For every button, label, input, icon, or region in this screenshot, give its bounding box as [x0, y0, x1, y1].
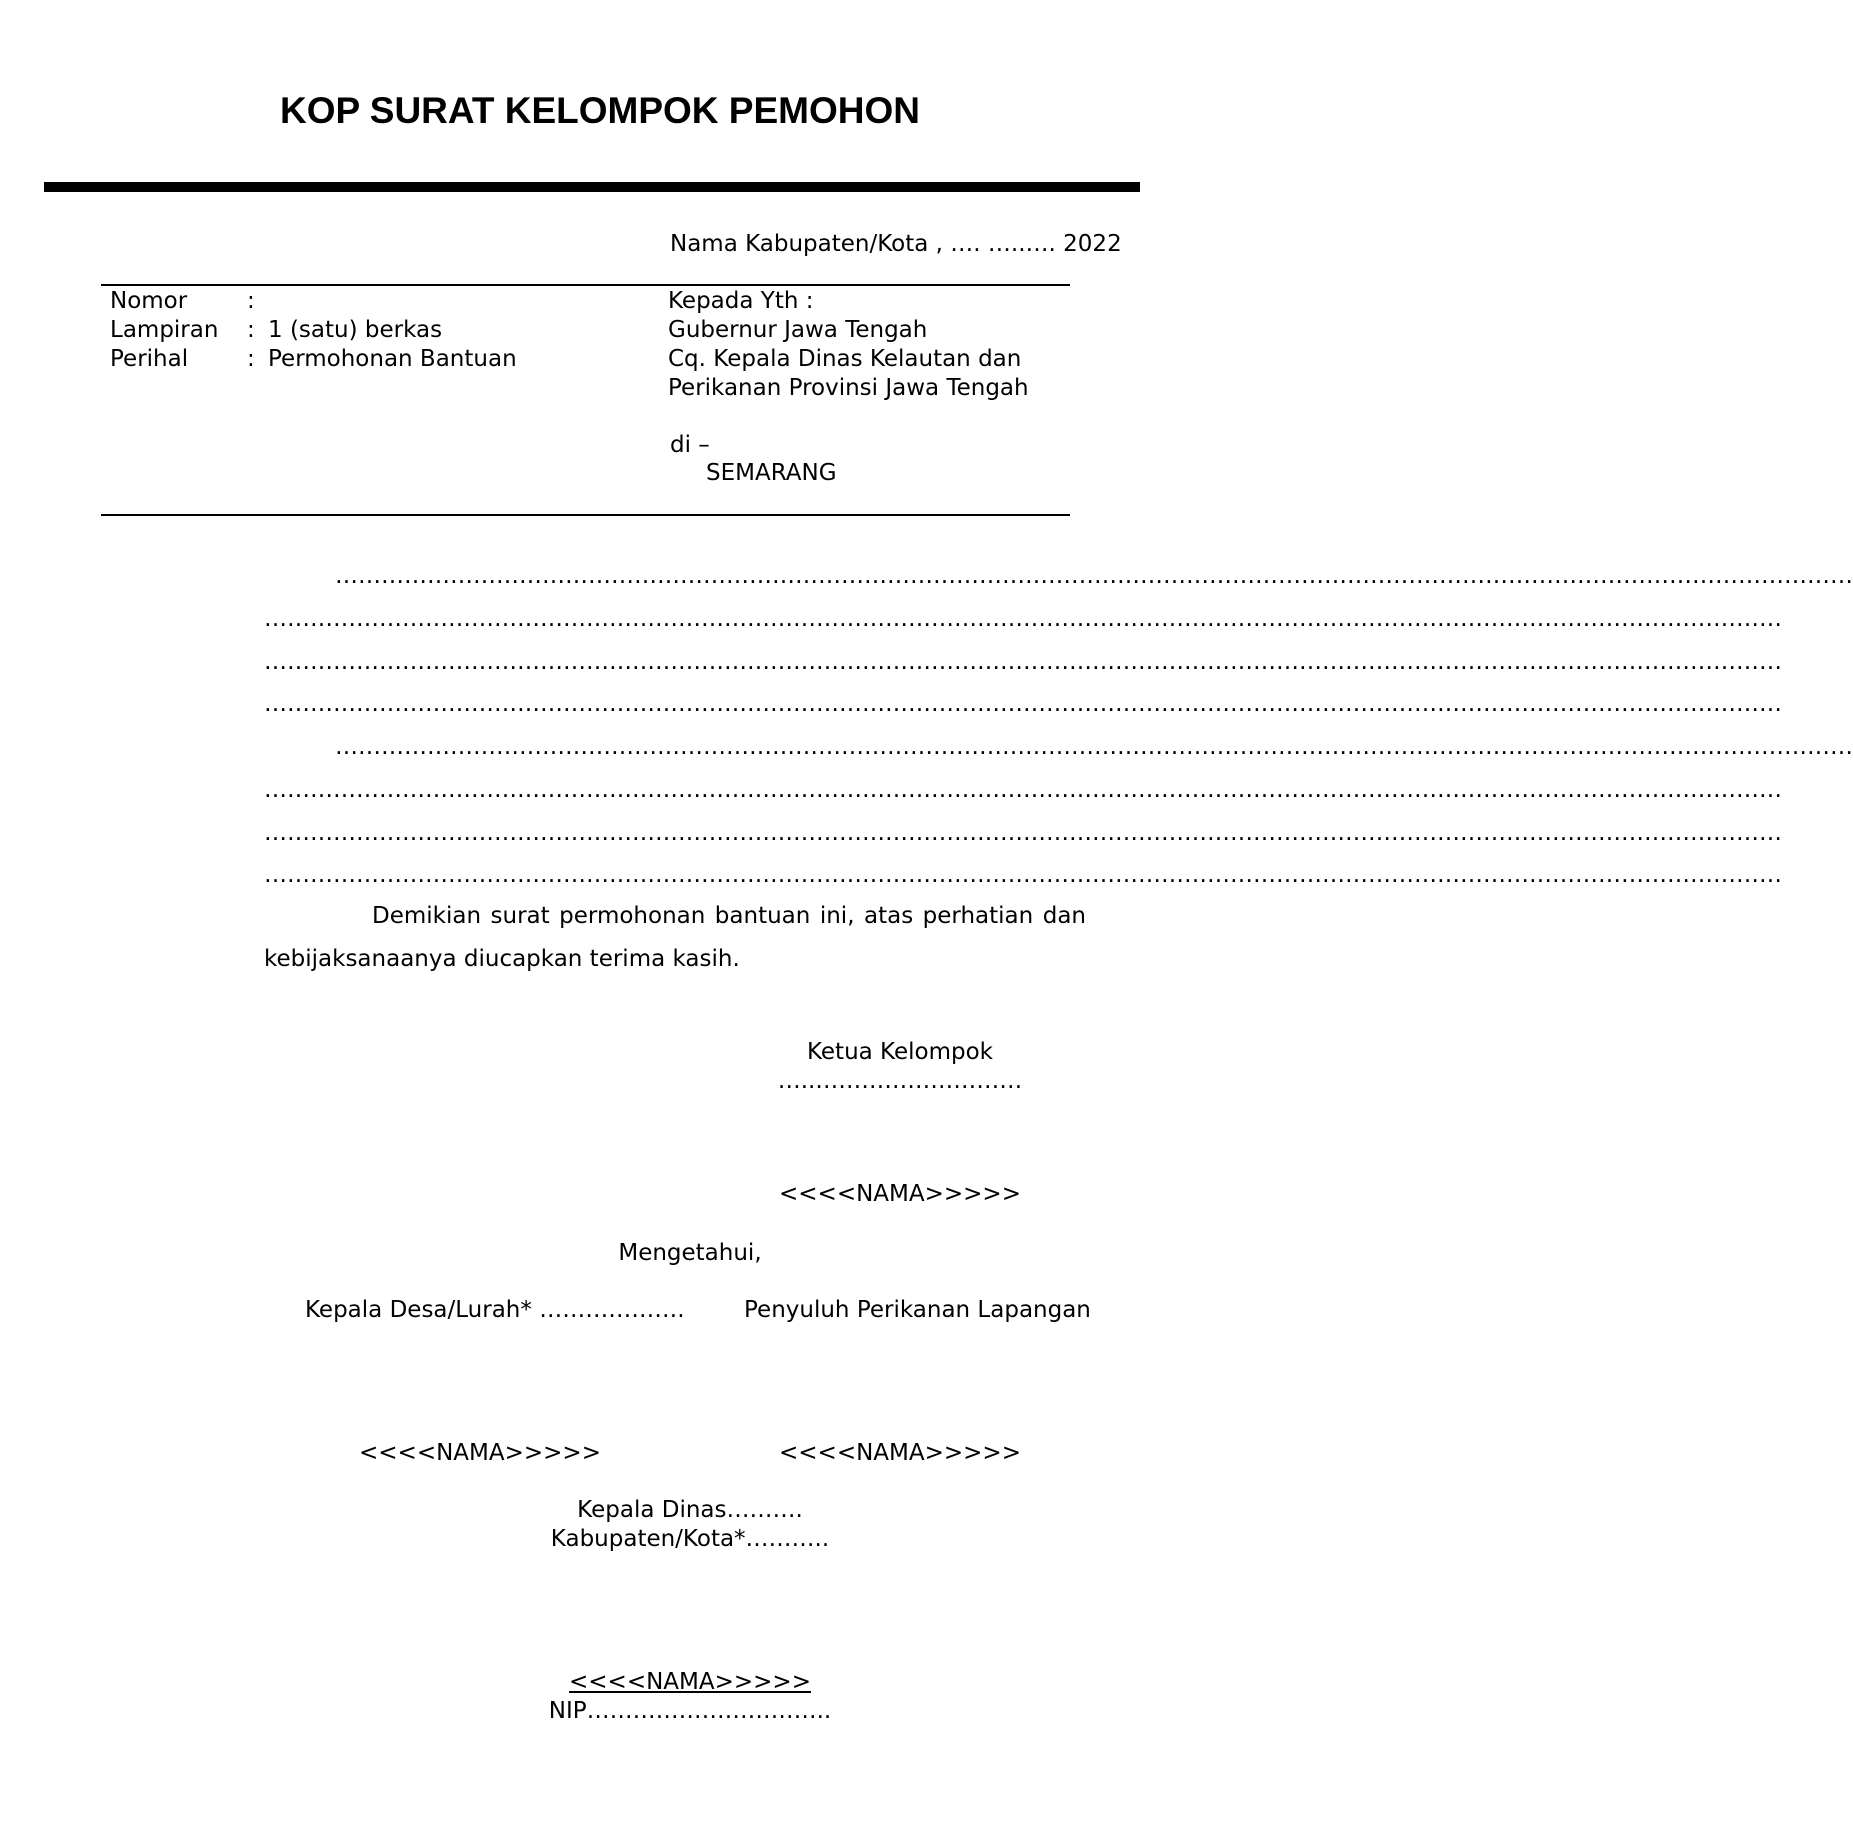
letterhead-divider [44, 182, 1140, 192]
ketua-title: Ketua Kelompok [806, 1039, 994, 1065]
recipient-greeting: Kepada Yth : [668, 288, 814, 314]
recipient-di: di – [670, 432, 710, 458]
ketua-name: <<<<NAMA>>>>> [779, 1181, 1021, 1207]
recipient-name: Gubernur Jawa Tengah [668, 317, 928, 343]
lampiran-value: 1 (satu) berkas [268, 317, 443, 343]
recipient-city: SEMARANG [706, 460, 837, 486]
meta-top-rule [101, 284, 1070, 286]
kades-name: <<<<NAMA>>>>> [359, 1440, 601, 1466]
kades-title: Kepala Desa/Lurah* ………………. [305, 1297, 685, 1323]
lampiran-colon: : [247, 317, 255, 343]
perihal-colon: : [247, 346, 255, 372]
kadis-name: <<<<NAMA>>>>> [569, 1669, 811, 1695]
body-dots-line-3: ……………………………………………………………………………………………………………………………………………………………………………… [264, 649, 1782, 675]
body-dots-line-7: ……………………………………………………………………………………………………………………………………………………………………………… [264, 820, 1782, 846]
date-line: Nama Kabupaten/Kota , …. …..…. 2022 [670, 231, 1122, 257]
perihal-label: Perihal [110, 346, 189, 372]
penyuluh-title: Penyuluh Perikanan Lapangan [744, 1297, 1091, 1323]
kadis-title-line2: Kabupaten/Kota*……….. [550, 1526, 830, 1552]
nomor-label: Nomor [110, 288, 188, 314]
body-dots-line-4: ……………………………………………………………………………………………………………………………………………………………………………… [264, 691, 1782, 717]
body-dots-line-2: ……………………………………………………………………………………………………………………………………………………………………………… [264, 606, 1782, 632]
lampiran-label: Lampiran [110, 317, 219, 343]
kadis-title-line1: Kepala Dinas………. [577, 1497, 803, 1523]
closing-line-2: kebijaksanaanya diucapkan terima kasih. [264, 946, 740, 972]
penyuluh-name: <<<<NAMA>>>>> [779, 1440, 1021, 1466]
closing-line-1: Demikian surat permohonan bantuan ini, atas perhatian dan [372, 903, 1086, 929]
body-dots-line-8: ……………………………………………………………………………………………………………………………………………………………………………… [264, 862, 1782, 888]
recipient-cq-line2: Perikanan Provinsi Jawa Tengah [668, 375, 1029, 401]
perihal-value: Permohonan Bantuan [268, 346, 517, 372]
body-dots-line-1: ……………………………………………………………………………………………………………………………………………………………………………… [335, 563, 1853, 589]
body-dots-line-6: ……………………………………………………………………………………………………………………………………………………………………………… [264, 777, 1782, 803]
body-dots-line-5: ……………………………………………………………………………………………………………………………………………………………………………… [335, 734, 1853, 760]
recipient-cq-line1: Cq. Kepala Dinas Kelautan dan [668, 346, 1022, 372]
letterhead-title: KOP SURAT KELOMPOK PEMOHON [279, 90, 920, 131]
ketua-dots: …..……………………… [777, 1068, 1023, 1094]
meta-bottom-rule [101, 514, 1070, 516]
kadis-nip: NIP………………………….. [548, 1698, 832, 1724]
nomor-colon: : [247, 288, 255, 314]
mengetahui-label: Mengetahui, [618, 1240, 762, 1266]
